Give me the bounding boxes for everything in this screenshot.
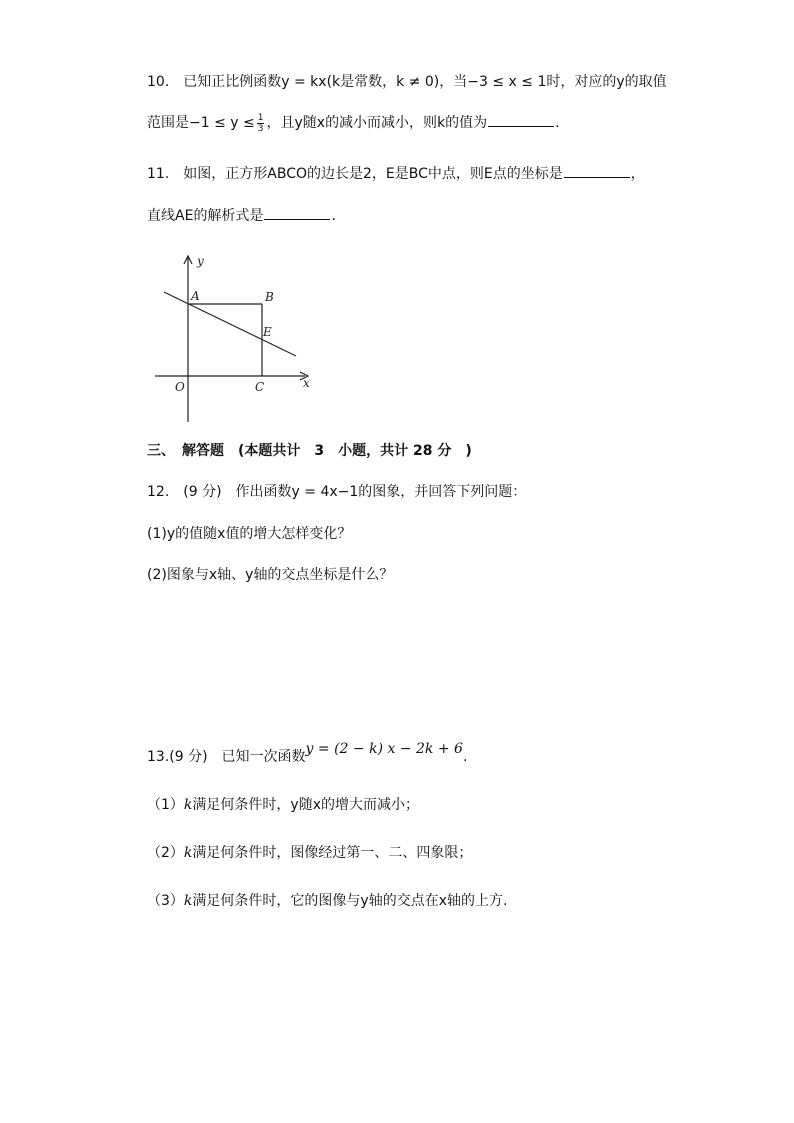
q10-text: ，且 bbox=[266, 115, 295, 131]
q10-expr: −3 ≤ x ≤ 1 bbox=[467, 74, 547, 90]
q12-text: 的图象，并回答下列问题： bbox=[358, 484, 527, 500]
q10-text: 随 bbox=[302, 115, 317, 131]
q13-text: 轴的交点在 bbox=[368, 893, 439, 909]
label-c: C bbox=[255, 380, 265, 394]
q10-text: 的减小而减小，则 bbox=[325, 115, 438, 131]
q10-line1 bbox=[147, 72, 667, 92]
fraction-numerator: 1 bbox=[257, 112, 264, 123]
q11-var: E bbox=[483, 166, 493, 182]
q11-text: 直线 bbox=[147, 208, 175, 224]
q12-var: x bbox=[208, 567, 218, 583]
q12-text: 的值随 bbox=[175, 526, 218, 542]
q10-text: ，当 bbox=[439, 74, 468, 90]
q13-var: x bbox=[438, 893, 447, 909]
fraction-one-third bbox=[257, 113, 265, 134]
q11-var: E bbox=[385, 166, 395, 182]
q10-text: 时，对应的 bbox=[546, 74, 617, 90]
q10-var: k bbox=[437, 115, 446, 131]
label-b: B bbox=[265, 290, 274, 304]
q11-text: ， bbox=[630, 166, 645, 182]
q11-text: 11. 如图，正方形 bbox=[147, 166, 268, 182]
answer-blank[interactable] bbox=[264, 205, 330, 220]
q11-text: 中点，则 bbox=[427, 166, 484, 182]
q10-text: . bbox=[555, 115, 560, 131]
q10-text: 范围是 bbox=[147, 115, 189, 131]
q10-expr: y = kx(k bbox=[281, 74, 341, 90]
q13-var-k: k bbox=[183, 797, 193, 813]
fraction-denominator: 3 bbox=[257, 123, 264, 134]
label-a: A bbox=[191, 289, 200, 303]
q10-text: 的值为 bbox=[445, 115, 488, 131]
q12-text: 12. (9 分) 作出函数 bbox=[147, 484, 292, 500]
label-y: y bbox=[197, 254, 204, 268]
q13-line1 bbox=[147, 741, 468, 767]
q12-line1 bbox=[147, 482, 526, 502]
q11-line1 bbox=[147, 163, 645, 184]
q10-text: 10. 已知正比例函数 bbox=[147, 74, 282, 90]
q10-text: 的取值 bbox=[624, 74, 667, 90]
q11-text: 是 bbox=[394, 166, 409, 182]
answer-blank[interactable] bbox=[564, 163, 630, 178]
q12-expr: y = 4x−1 bbox=[291, 484, 359, 500]
q10-var: y bbox=[616, 74, 625, 90]
q12-var: y bbox=[245, 567, 254, 583]
q11-text: 的边长是 bbox=[307, 166, 363, 182]
q13-text: 的增大而减小； bbox=[321, 797, 419, 813]
q12-var: y bbox=[166, 526, 176, 542]
q11-var: BC bbox=[408, 166, 428, 182]
q13-text: 随 bbox=[298, 797, 313, 813]
q13-text: （1） bbox=[147, 797, 184, 813]
q11-var: ABCO bbox=[267, 166, 307, 182]
q13-text: 满足何条件时， bbox=[192, 797, 291, 813]
q13-var: x bbox=[312, 797, 321, 813]
q12-var: x bbox=[217, 526, 226, 542]
q11-text: 的解析式是 bbox=[193, 208, 264, 224]
q11-line2 bbox=[147, 205, 336, 226]
q11-text: ， bbox=[371, 166, 386, 182]
q10-expr: −1 ≤ y ≤ bbox=[189, 115, 255, 131]
answer-blank[interactable] bbox=[488, 112, 554, 127]
q13-text: . bbox=[462, 749, 468, 765]
q13-text: （3） bbox=[147, 893, 184, 909]
q10-expr: k ≠ 0) bbox=[396, 74, 440, 90]
q10-var: x bbox=[316, 115, 326, 131]
q12-text: 轴的交点坐标是什么？ bbox=[253, 567, 394, 583]
q10-var: y bbox=[294, 115, 303, 131]
q13-sub1 bbox=[147, 795, 419, 815]
q10-line2 bbox=[147, 112, 560, 134]
section-heading: 三、 解答题 (本题共计 3 小题，共计 28 分 ) bbox=[147, 443, 472, 459]
q13-var: y bbox=[360, 893, 369, 909]
q13-sub2 bbox=[147, 843, 472, 863]
q11-text: . bbox=[331, 208, 336, 224]
q13-text: 满足何条件时，图像经过第一、二、四象限； bbox=[192, 845, 473, 861]
q12-text: (1) bbox=[147, 526, 167, 542]
q12-text: 轴、 bbox=[217, 567, 246, 583]
q13-formula: y = (2 − k) x − 2k + 6 bbox=[305, 741, 463, 757]
label-x: x bbox=[303, 376, 310, 390]
q11-var: AE bbox=[175, 208, 194, 224]
line-ae bbox=[164, 292, 296, 356]
q13-text: 轴的上方. bbox=[447, 893, 508, 909]
q12-text: 值的增大怎样变化？ bbox=[225, 526, 352, 542]
q12-sub2 bbox=[147, 565, 393, 585]
q13-text: 13.(9 分) 已知一次函数 bbox=[147, 749, 306, 765]
q11-text: 点的坐标是 bbox=[492, 166, 563, 182]
q10-text: 是常数， bbox=[340, 74, 397, 90]
q13-var: y bbox=[290, 797, 299, 813]
q13-var-k: k bbox=[183, 845, 193, 861]
q13-text: （2） bbox=[147, 845, 184, 861]
label-e: E bbox=[263, 325, 272, 339]
label-o: O bbox=[175, 380, 185, 394]
q13-sub3 bbox=[147, 891, 507, 911]
q11-var: 2 bbox=[363, 166, 372, 182]
q12-sub1 bbox=[147, 524, 351, 544]
q12-text: (2)图象与 bbox=[147, 567, 209, 583]
square-figure bbox=[150, 250, 320, 430]
q13-text: 满足何条件时，它的图像与 bbox=[192, 893, 361, 909]
q13-var-k: k bbox=[183, 893, 193, 909]
